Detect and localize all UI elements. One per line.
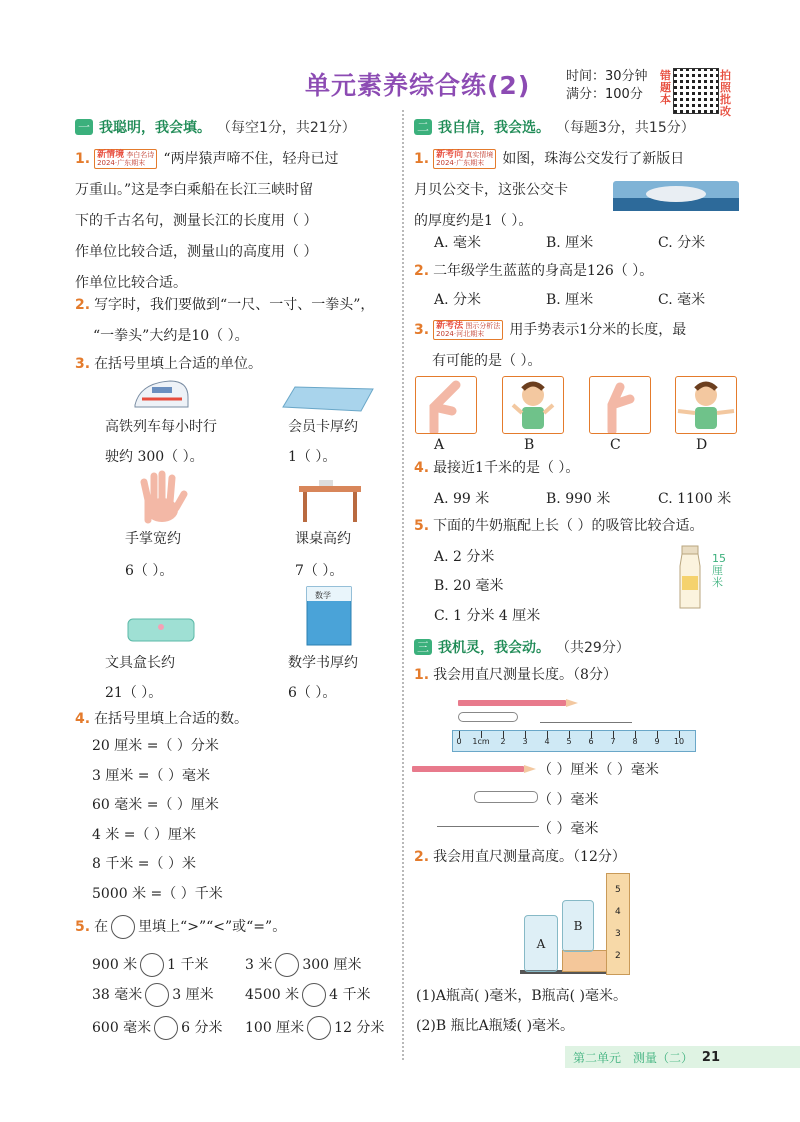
section1-title: 我聪明，我会填。 xyxy=(99,120,211,136)
ruler-number: 2 xyxy=(500,737,506,746)
ruler-number: 6 xyxy=(588,737,594,746)
s1-q4-item: 8 千米 =（ ）米 xyxy=(92,856,196,872)
s1-q3-item4-label: 课桌高约 xyxy=(295,531,351,547)
s2-q5-option-a[interactable]: A. 2 分米 xyxy=(434,549,495,565)
jar-b: B xyxy=(562,900,594,952)
s2-question2: 2. 二年级学生蓝蓝的身高是126（ ）。 xyxy=(414,263,654,279)
ruler-number: 7 xyxy=(610,737,616,746)
ruler-number: 9 xyxy=(654,737,660,746)
vertical-ruler-number: 2 xyxy=(615,951,621,961)
pencil-case-icon xyxy=(126,615,196,645)
s1-q4-item: 20 厘米 =（ ）分米 xyxy=(92,738,219,754)
side-label-left: 错题本 xyxy=(660,69,671,106)
compare-row: 4500 米 4 千米 xyxy=(245,983,370,1007)
page-title: 单元素养综合练(2) xyxy=(305,71,531,100)
ruler-needle-icon xyxy=(540,722,632,723)
s1-question4: 4. 在括号里填上合适的数。 xyxy=(75,711,249,727)
s2-q2-option-b[interactable]: B. 厘米 xyxy=(546,292,594,308)
s3-question1: 1. 我会用直尺测量长度。（8分） xyxy=(414,667,617,683)
s1-q4-item: 60 毫米 =（ ）厘米 xyxy=(92,797,219,813)
bottle-height-label: 15 厘米 xyxy=(712,552,726,589)
s2-q3-option-c[interactable]: C xyxy=(610,437,621,453)
s1-question3: 3. 在括号里填上合适的单位。 xyxy=(75,356,263,372)
section2-title: 我自信，我会选。 xyxy=(438,120,550,136)
s1-q5-number: 5. xyxy=(75,919,91,935)
s2-q3-option-d[interactable]: D xyxy=(696,437,708,453)
ruler-number: 10 xyxy=(673,737,685,746)
s1-q4-item: 5000 米 =（ ）千米 xyxy=(92,885,223,902)
s2-q5-option-c[interactable]: C. 1 分米 4 厘米 xyxy=(434,608,541,624)
section1-points: （每空1分，共21分） xyxy=(217,120,356,136)
s1-q3-number: 3. xyxy=(75,356,91,372)
ruler-number: 8 xyxy=(632,737,638,746)
s1-q3-item5-blank: 21（ ）。 xyxy=(105,685,163,701)
s3-q2-number: 2. xyxy=(414,849,430,865)
bus-card-icon xyxy=(612,180,740,212)
s1-q1-number: 1. xyxy=(75,151,91,167)
desk-icon xyxy=(295,478,365,523)
s1-q2-number: 2. xyxy=(75,297,91,313)
s1-question5: 5. 在 里填上“>”“<”或“=”。 xyxy=(75,912,286,943)
ruler-number: 0 xyxy=(456,737,462,746)
section3-heading xyxy=(414,637,630,657)
s2-q5-number: 5. xyxy=(414,518,430,534)
full-score: 满分：100分 xyxy=(566,87,643,102)
compare-circle-input[interactable] xyxy=(307,1016,331,1040)
s2-q4-option-b[interactable]: B. 990 米 xyxy=(546,491,611,507)
qr-code-icon[interactable] xyxy=(673,68,719,114)
vertical-ruler xyxy=(606,873,630,975)
pencil-icon xyxy=(412,766,524,772)
s2-q1-option-a[interactable]: A. 毫米 xyxy=(434,235,482,251)
s1-q4-number: 4. xyxy=(75,711,91,727)
s1-q3-item5-label: 文具盒长约 xyxy=(105,655,175,671)
compare-circle-icon xyxy=(111,915,135,939)
s1-q3-item6-label: 数学书厚约 xyxy=(288,655,358,671)
s2-q2-option-c[interactable]: C. 毫米 xyxy=(658,292,706,308)
s2-question4: 4. 最接近1千米的是（ ）。 xyxy=(414,460,580,476)
section1-number: 一 xyxy=(75,119,93,135)
hand-icon xyxy=(138,470,188,525)
section3-points: （共29分） xyxy=(556,640,630,656)
s2-q4-option-a[interactable]: A. 99 米 xyxy=(434,491,490,507)
s2-question1: 1. 新考向 真实情境 2024·广东期末 如图，珠海公交发行了新版日 月贝公交卡，这张公交卡 的厚度约是1（ ）。 xyxy=(414,150,685,229)
s1-q4-item: 3 厘米 =（ ）毫米 xyxy=(92,767,210,784)
ruler-number: 4 xyxy=(544,737,550,746)
section3-title: 我机灵，我会动。 xyxy=(438,640,550,656)
section2-points: （每题3分，共15分） xyxy=(556,120,695,136)
s2-q2-option-a[interactable]: A. 分米 xyxy=(434,292,482,308)
compare-row: 38 毫米 3 厘米 xyxy=(92,983,214,1007)
s1-q3-item6-blank: 6（ ）。 xyxy=(288,685,337,701)
section2-heading xyxy=(414,117,695,137)
section1-heading xyxy=(75,117,356,137)
s2-q1-tag: 新考向 真实情境 2024·广东期末 xyxy=(433,149,496,169)
s1-q4-item: 4 米 =（ ）厘米 xyxy=(92,826,196,843)
s2-question3: 3. 新考法 图示分析法 2024·河北期末 用手势表示1分米的长度，最 有可能的是（ ）。 xyxy=(414,321,687,369)
ruler-number: 3 xyxy=(522,737,528,746)
vertical-ruler-number: 5 xyxy=(615,885,621,895)
compare-circle-input[interactable] xyxy=(140,953,164,977)
compare-row: 600 毫米 6 分米 xyxy=(92,1016,223,1040)
s2-q1-option-b[interactable]: B. 厘米 xyxy=(546,235,594,251)
gesture-a-image[interactable] xyxy=(415,376,477,434)
s1-question2: 2. 写字时，我们要做到“一尺、一寸、一拳头”， “一拳头”大约是10（ ）。 xyxy=(75,297,375,344)
needle-answer[interactable]: （ ）毫米 xyxy=(538,821,599,837)
s3-q1-number: 1. xyxy=(414,667,430,683)
s1-q3-item3-blank: 6（ ）。 xyxy=(125,563,174,579)
s1-q3-item2-label: 会员卡厚约 xyxy=(288,419,358,435)
time-info xyxy=(566,68,648,104)
s1-q3-item2-blank: 1（ ）。 xyxy=(288,449,337,465)
page-footer xyxy=(565,1046,800,1068)
ruler-pencil-icon xyxy=(458,700,566,706)
compare-circle-input[interactable] xyxy=(145,983,169,1007)
s2-question5: 5. 下面的牛奶瓶配上长（ ）的吸管比较合适。 xyxy=(414,518,704,534)
vertical-ruler-number: 4 xyxy=(615,907,621,917)
s2-q3-tag: 新考法 图示分析法 2024·河北期末 xyxy=(433,320,503,340)
s2-q1-number: 1. xyxy=(414,151,430,167)
section2-number: 二 xyxy=(414,119,432,135)
s2-q3-number: 3. xyxy=(414,322,430,338)
math-book-title: 数学 xyxy=(315,591,331,600)
pin-answer[interactable]: （ ）毫米 xyxy=(538,792,599,808)
member-card-icon xyxy=(275,385,375,415)
block-icon xyxy=(562,950,608,972)
s2-q3-option-a[interactable]: A xyxy=(434,437,445,453)
s2-q5-option-b[interactable]: B. 20 毫米 xyxy=(434,578,504,594)
measuring-ruler xyxy=(452,730,696,752)
s1-q1-tag: 新情境 李白名诗 2024·广东期末 xyxy=(94,149,157,169)
s2-q1-option-c[interactable]: C. 分米 xyxy=(658,235,706,251)
s3-question2: 2. 我会用直尺测量高度。（12分） xyxy=(414,849,626,865)
s2-q4-number: 4. xyxy=(414,460,430,476)
page-number: 21 xyxy=(701,1049,720,1065)
jar-a: A xyxy=(524,915,558,972)
s1-q3-item4-blank: 7（ ）。 xyxy=(295,563,344,579)
side-label-right: 拍照批改 xyxy=(720,69,731,118)
milk-bottle-icon xyxy=(678,544,704,612)
s3-q2-line1: (1)A瓶高( )毫米，B瓶高( )毫米。 xyxy=(416,988,627,1004)
ruler-number: 1cm xyxy=(472,737,490,746)
ruler-pin-icon xyxy=(458,712,518,722)
compare-circle-input[interactable] xyxy=(154,1016,178,1040)
column-divider xyxy=(402,110,404,1060)
gesture-d-image[interactable] xyxy=(675,376,737,434)
pencil-answer[interactable]: （ ）厘米（ ）毫米 xyxy=(538,762,659,778)
compare-row: 900 米 1 千米 xyxy=(92,953,209,977)
compare-row: 100 厘米 12 分米 xyxy=(245,1016,384,1040)
footer-unit: 第二单元 测量（二） xyxy=(573,1050,694,1065)
high-speed-train-icon xyxy=(130,375,190,415)
s1-q3-item3-label: 手掌宽约 xyxy=(125,531,181,547)
s3-q2-line2: (2)B 瓶比A瓶矮( )毫米。 xyxy=(416,1018,575,1034)
needle-icon xyxy=(437,826,539,827)
section3-number: 三 xyxy=(414,639,432,655)
time-limit: 时间：30分钟 xyxy=(566,69,648,84)
s2-q2-number: 2. xyxy=(414,263,430,279)
s2-q4-option-c[interactable]: C. 1100 米 xyxy=(658,491,732,507)
compare-circle-input[interactable] xyxy=(302,983,326,1007)
s2-q3-option-b[interactable]: B xyxy=(524,437,535,453)
compare-circle-input[interactable] xyxy=(275,953,299,977)
ruler-number: 5 xyxy=(566,737,572,746)
s1-q3-item1-label: 高铁列车每小时行 xyxy=(105,419,217,435)
compare-row: 3 米 300 厘米 xyxy=(245,953,362,977)
s1-q3-item1-blank: 驶约 300（ ）。 xyxy=(105,449,204,465)
gesture-c-image[interactable] xyxy=(589,376,651,434)
vertical-ruler-number: 3 xyxy=(615,929,621,939)
s1-q4-list xyxy=(92,732,223,909)
s1-question1: 1. 新情境 李白名诗 2024·广东期末 “两岸猿声啼不住，轻舟已过 万重山。”这是李白乘船在长江三峡时留 下的千古名句，测量长江的长度用（ ） 作单位比较合适，测量山的高度用（ ） 作单位比较合适。 xyxy=(75,150,339,291)
gesture-b-image[interactable] xyxy=(502,376,564,434)
safety-pin-icon xyxy=(474,791,538,803)
